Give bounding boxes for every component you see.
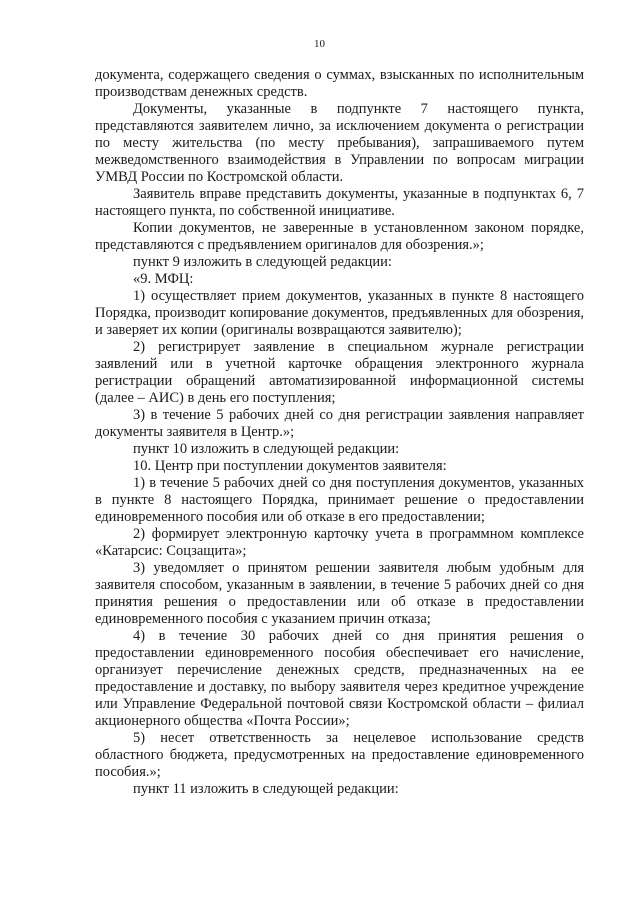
paragraph-item-10-sub-1: 1) в течение 5 рабочих дней со дня поступления документов, указанных в пункте 8 настоящего Порядка, принимает решение о предоставлении единовременного пособия или об отказе в его предоставлении; [95, 475, 584, 525]
paragraph-item-9-sub-3: 3) в течение 5 рабочих дней со дня регистрации заявления направляет документы заявителя в Центр.»; [95, 407, 584, 440]
paragraph-applicant-right: Заявитель вправе представить документы, указанные в подпунктах 6, 7 настоящего пункта, по собственной инициативе. [95, 186, 584, 219]
paragraph-item-9-sub-2: 2) регистрирует заявление в специальном журнале регистрации заявлений или в учетной карточке обращения электронного журнала регистрации обращений автоматизированной информационной системы (далее – АИС) в день его поступления; [95, 339, 584, 406]
paragraph-copies: Копии документов, не заверенные в установленном законом порядке, представляются с предъявлением оригиналов для обозрения.»; [95, 220, 584, 253]
paragraph-continuation: документа, содержащего сведения о суммах, взысканных по исполнительным производствам денежных средств. [95, 67, 584, 100]
paragraph-item-10-sub-4: 4) в течение 30 рабочих дней со дня принятия решения о предоставлении единовременного пособия обеспечивает его начисление, организует перечисление денежных средств, предназначенных на ее предоставление и доставку, по выбору заявителя через кредитное учреждение или Управление Федеральной почтовой связи Костромской области – филиал акционерного общества «Почта России»; [95, 628, 584, 729]
document-body [95, 67, 584, 798]
paragraph-item-10-sub-5: 5) несет ответственность за нецелевое использование средств областного бюджета, предусмотренных на предоставление единовременного пособия.»; [95, 730, 584, 780]
paragraph-item-10-intro: пункт 10 изложить в следующей редакции: [133, 441, 400, 457]
paragraph-item-9-sub-1: 1) осуществляет прием документов, указанных в пункте 8 настоящего Порядка, производит копирование документов, предъявленных для обозрения, и заверяет их копии (оригиналы возвращаются заявителю); [95, 288, 584, 338]
paragraph-item-10-sub-3: 3) уведомляет о принятом решении заявителя любым удобным для заявителя способом, указанным в заявлении, в течение 5 рабочих дней со дня принятия решения о предоставлении или об отказе в предоставлении единовременного пособия с указанием причин отказа; [95, 560, 584, 627]
paragraph-item-11-intro: пункт 11 изложить в следующей редакции: [133, 781, 399, 797]
paragraph-item-9-intro: пункт 9 изложить в следующей редакции: [133, 254, 392, 270]
paragraph-item-9-heading: «9. МФЦ: [133, 271, 194, 287]
paragraph-item-10-sub-2: 2) формирует электронную карточку учета в программном комплексе «Катарсис: Соцзащита»; [95, 526, 584, 559]
page-number: 10 [314, 38, 325, 50]
paragraph-item-10-heading: 10. Центр при поступлении документов заявителя: [133, 458, 447, 474]
paragraph-documents-submission: Документы, указанные в подпункте 7 настоящего пункта, представляются заявителем лично, за исключением документа о регистрации по месту жительства (по месту пребывания), запрашиваемого путем межведомственного взаимодействия в Управлении по вопросам миграции УМВД России по Костромской области. [95, 101, 584, 185]
